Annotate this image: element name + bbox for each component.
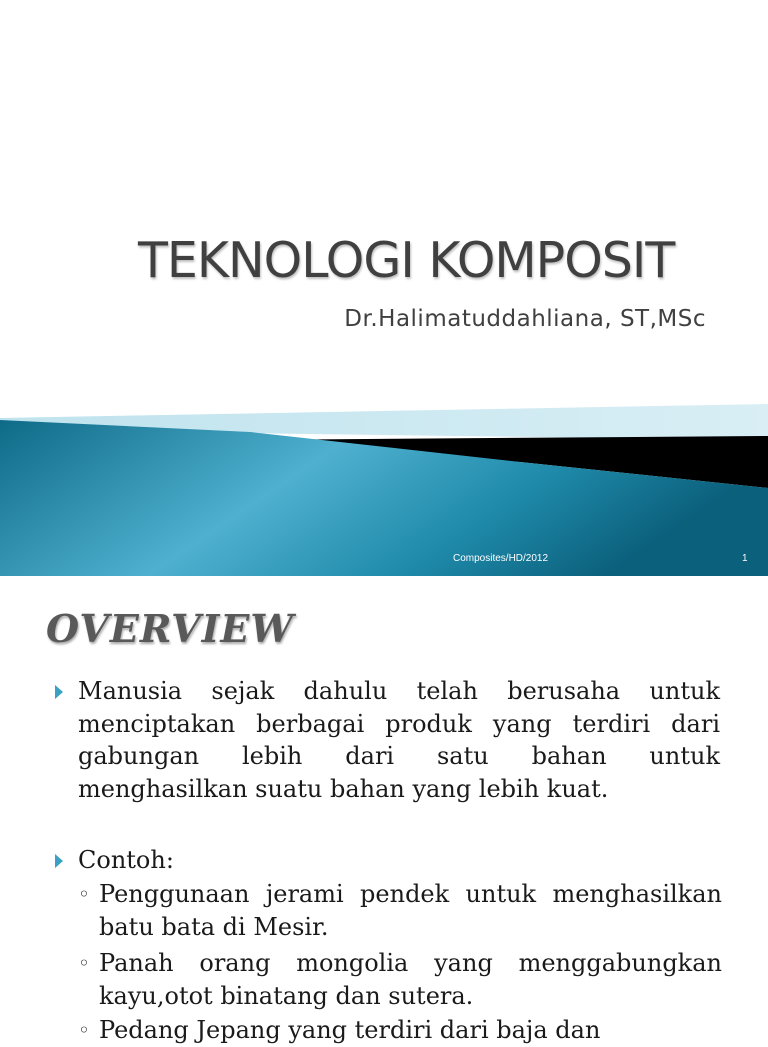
sub-item-text: Penggunaan jerami pendek untuk menghasilkan batu bata di Mesir. — [99, 880, 722, 941]
sub-item-text: Panah orang mongolia yang menggabungkan kayu,otot binatang dan sutera. — [99, 949, 722, 1010]
page-number: 1 — [742, 553, 748, 564]
bullet-paragraph: Contoh: — [78, 846, 174, 874]
triangle-bullet-icon — [55, 854, 63, 868]
overview-heading: OVERVIEW — [46, 606, 295, 651]
ring-bullet-icon: ◦ — [78, 951, 90, 975]
slide-subtitle: Dr.Halimatuddahliana, ST,MSc — [344, 306, 706, 332]
footer-text: Composites/HD/2012 — [453, 553, 549, 564]
sub-item — [78, 947, 722, 1012]
triangle-bullet-icon — [55, 685, 63, 699]
sub-item — [78, 878, 722, 943]
slide-title: TEKNOLOGI KOMPOSIT — [138, 232, 675, 289]
ring-bullet-icon: ◦ — [78, 1018, 90, 1042]
sub-item-text: Pedang Jepang yang terdiri dari baja dan — [99, 1016, 601, 1044]
sub-item — [78, 1014, 722, 1047]
ring-bullet-icon: ◦ — [78, 882, 90, 906]
overview-slide — [0, 576, 768, 1044]
bullet-paragraph: Manusia sejak dahulu telah berusaha untuk menciptakan berbagai produk yang terdiri dari gabungan lebih dari satu bahan untuk menghasilkan suatu bahan yang lebih kuat. — [78, 677, 720, 803]
